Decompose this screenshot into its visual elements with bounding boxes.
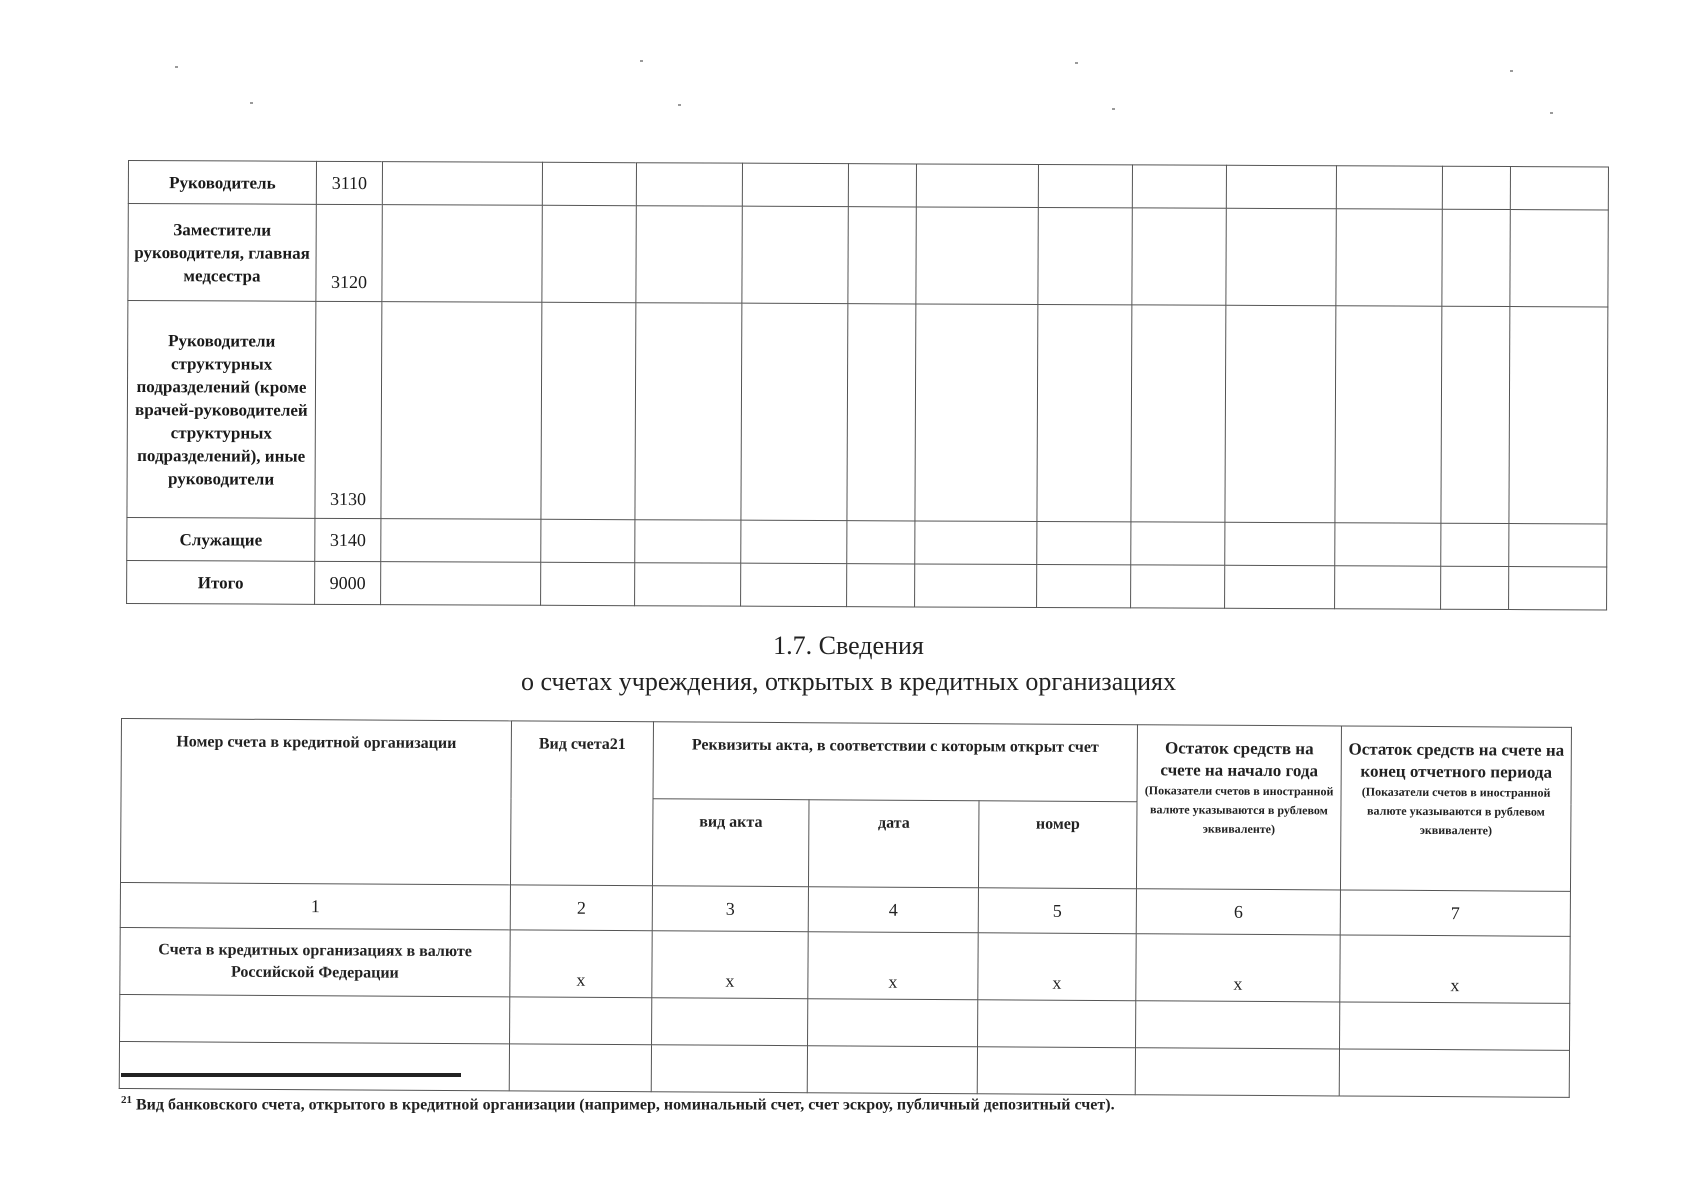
empty-cell — [1509, 567, 1607, 610]
column-number: 5 — [978, 888, 1136, 934]
balance-end-title: Остаток средств на счете на конец отчетного периода — [1348, 739, 1565, 782]
empty-cell — [1510, 210, 1608, 307]
empty-cell — [1037, 304, 1132, 521]
empty-cell — [1135, 1048, 1339, 1096]
empty-cell — [1037, 564, 1131, 607]
footnote — [121, 1094, 1601, 1114]
column-number: 2 — [510, 885, 652, 931]
empty-cell — [915, 564, 1037, 608]
empty-cell — [1225, 565, 1335, 608]
row-code: 9000 — [315, 561, 381, 604]
empty-cell — [652, 998, 808, 1046]
empty-cell — [1132, 208, 1226, 305]
empty-cell — [977, 1047, 1135, 1095]
empty-cell — [1335, 523, 1441, 566]
empty-cell — [1339, 1049, 1569, 1097]
table-row — [119, 1041, 1569, 1097]
empty-cell — [1038, 207, 1132, 304]
empty-cell — [847, 304, 916, 521]
column-number: 4 — [808, 887, 978, 933]
empty-cell — [635, 303, 742, 520]
empty-cell — [1441, 566, 1509, 609]
empty-cell — [382, 205, 542, 303]
balance-start-title: Остаток средств на счете на начало года — [1160, 738, 1319, 781]
header-balance-start — [1136, 725, 1341, 890]
scan-speck — [640, 60, 643, 62]
row-label: Руководители структурных подразделений (кроме врачей-руководителей структурных подразделений), иные руководители — [127, 301, 316, 519]
empty-cell — [1336, 209, 1442, 306]
empty-cell — [509, 1044, 651, 1092]
balance-end-note: (Показатели счетов в иностранной валюте указываются в рублевом эквиваленте) — [1361, 784, 1551, 838]
empty-cell — [1335, 566, 1441, 609]
empty-cell — [1510, 167, 1608, 210]
empty-cell — [381, 519, 541, 563]
section-title-line1: 1.7. Сведения — [773, 631, 924, 660]
empty-cell — [1131, 522, 1225, 565]
empty-cell — [635, 563, 741, 606]
empty-cell — [381, 562, 541, 606]
empty-cell — [915, 304, 1038, 522]
empty-cell — [1441, 306, 1510, 523]
table-row — [120, 927, 1570, 1003]
x-mark: x — [978, 933, 1136, 1001]
empty-cell — [1225, 522, 1335, 565]
empty-cell — [636, 206, 742, 303]
header-act-details: Реквизиты акта, в соответствии с которым открыт счет — [653, 722, 1137, 802]
empty-cell — [1132, 165, 1226, 208]
empty-cell — [741, 563, 847, 606]
empty-cell — [848, 164, 916, 207]
empty-cell — [847, 564, 915, 607]
empty-cell — [381, 302, 542, 520]
column-number: 7 — [1340, 890, 1570, 936]
empty-cell — [1335, 306, 1442, 523]
empty-cell — [741, 303, 848, 520]
empty-cell — [1037, 521, 1131, 564]
scan-speck — [1075, 62, 1078, 64]
empty-cell — [1131, 565, 1225, 608]
table-row — [128, 161, 1608, 210]
row-label: Заместители руководителя, главная медсестра — [128, 204, 316, 302]
empty-cell — [916, 164, 1038, 208]
empty-cell — [742, 163, 848, 206]
row-code: 3130 — [315, 301, 382, 518]
scan-speck — [250, 102, 253, 104]
empty-cell — [1441, 523, 1509, 566]
empty-cell — [541, 562, 635, 605]
empty-cell — [382, 162, 542, 206]
empty-cell — [542, 205, 636, 302]
scan-speck — [1510, 70, 1513, 72]
empty-cell — [542, 162, 636, 205]
x-mark: x — [510, 930, 652, 998]
empty-cell — [978, 1000, 1136, 1048]
row-code: 3140 — [315, 518, 381, 561]
header-act-date: дата — [808, 800, 979, 888]
footnote-separator — [121, 1073, 461, 1077]
accounts-table — [119, 718, 1572, 1098]
column-number: 6 — [1136, 889, 1340, 935]
balance-start-note: (Показатели счетов в иностранной валюте указываются в рублевом эквиваленте) — [1144, 783, 1334, 837]
header-act-type: вид акта — [652, 799, 809, 887]
x-mark: x — [1340, 935, 1570, 1003]
empty-cell — [541, 302, 636, 519]
scan-speck — [1550, 112, 1553, 114]
empty-cell — [1509, 307, 1608, 524]
scan-speck — [175, 66, 178, 68]
empty-cell — [742, 206, 848, 303]
empty-cell — [541, 519, 635, 562]
empty-cell — [635, 520, 741, 563]
empty-cell — [120, 994, 510, 1043]
scan-speck — [1112, 108, 1115, 110]
row-code: 3110 — [316, 161, 382, 204]
empty-cell — [1336, 166, 1442, 209]
table-row — [127, 517, 1607, 566]
section-title — [0, 628, 1697, 700]
empty-cell — [1442, 209, 1510, 306]
row-label: Руководитель — [128, 161, 316, 205]
empty-cell — [1509, 524, 1607, 567]
empty-cell — [510, 997, 652, 1045]
x-mark: x — [652, 931, 808, 999]
x-mark: x — [808, 932, 978, 1000]
empty-cell — [741, 520, 847, 563]
empty-cell — [807, 1046, 977, 1094]
empty-cell — [119, 1041, 509, 1090]
empty-cell — [1038, 164, 1132, 207]
empty-cell — [915, 521, 1037, 565]
empty-cell — [847, 521, 915, 564]
empty-cell — [848, 207, 916, 304]
empty-cell — [1136, 1001, 1340, 1049]
table-row — [127, 301, 1608, 524]
table-row — [127, 560, 1607, 609]
empty-cell — [916, 207, 1038, 305]
empty-cell — [808, 999, 978, 1047]
staff-table — [126, 160, 1609, 610]
empty-cell — [1131, 305, 1226, 522]
x-mark: x — [1136, 934, 1340, 1002]
empty-cell — [1340, 1002, 1570, 1050]
column-number: 1 — [120, 883, 510, 930]
row-code: 3120 — [316, 204, 382, 301]
empty-cell — [1225, 305, 1336, 522]
footnote-number: 21 — [121, 1094, 132, 1106]
header-row — [121, 719, 1571, 805]
empty-cell — [1226, 208, 1336, 305]
empty-cell — [636, 163, 742, 206]
footnote-text: Вид банковского счета, открытого в кредитной организации (например, номинальный счет, счет эскроу, публичный депозитный счет). — [136, 1096, 1115, 1114]
row-label: Служащие — [127, 517, 315, 561]
empty-cell — [651, 1045, 807, 1093]
row-label: Итого — [127, 560, 315, 604]
header-act-number: номер — [978, 801, 1137, 889]
header-account-number: Номер счета в кредитной организации — [120, 719, 511, 885]
column-number: 3 — [652, 886, 808, 932]
empty-cell — [1226, 165, 1336, 208]
empty-cell — [1442, 166, 1510, 209]
rub-accounts-label: Счета в кредитных организациях в валюте Российской Федерации — [120, 927, 510, 996]
header-balance-end — [1340, 726, 1571, 891]
scan-speck — [678, 104, 681, 106]
table-row — [128, 204, 1608, 307]
header-account-type: Вид счета21 — [510, 721, 653, 886]
section-title-line2: о счетах учреждения, открытых в кредитных организациях — [520, 667, 1177, 696]
